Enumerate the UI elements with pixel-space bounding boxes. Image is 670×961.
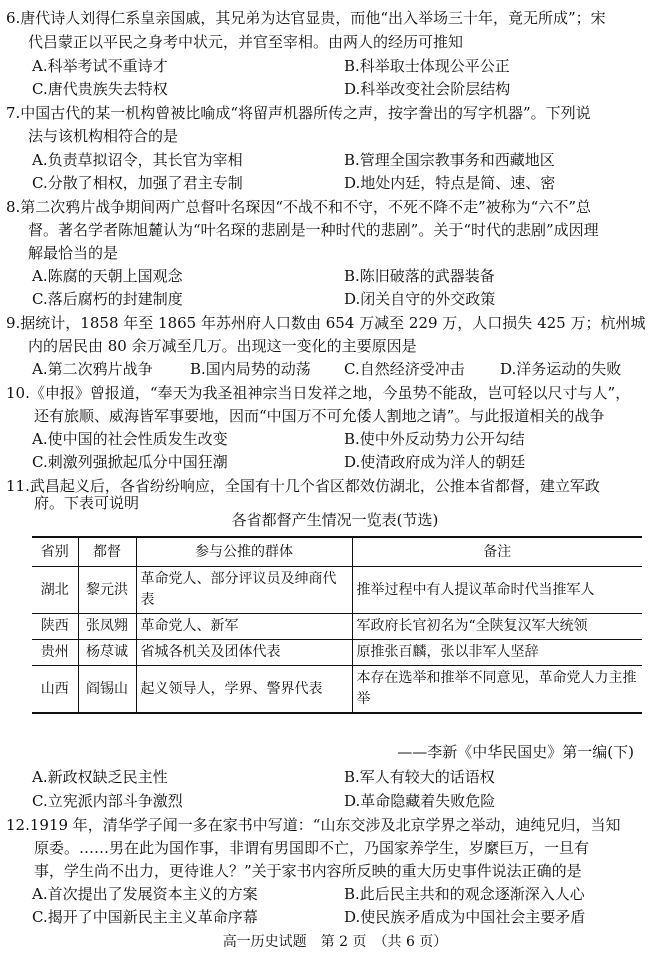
cell-groups: 革命党人、新军 [136, 614, 352, 640]
cell-governor: 黎元洪 [78, 567, 136, 614]
table-row [32, 567, 642, 614]
q11-line-2: 府。下表可说明 [34, 494, 140, 512]
q10-option-c: C.刺激列强掀起瓜分中国狂潮 [32, 453, 228, 471]
header-governor: 都督 [78, 537, 136, 567]
q12-line-3: 事，学生尚不出力，更待谁人？”关于家书内容所反映的重大历史事件说法正确的是 [34, 862, 582, 880]
q11-option-c: C.立宪派内部斗争激烈 [32, 792, 183, 810]
header-province: 省别 [32, 537, 78, 567]
q12-option-d: D.使民族矛盾成为中国社会主要矛盾 [344, 908, 586, 926]
q12-line-1: 12.1919 年，清华学子闻一多在家书中写道：“山东交涉及北京学界之举动，迪纯兄归，当知 [6, 816, 621, 834]
table-header-row [32, 537, 642, 567]
governor-table [32, 536, 642, 714]
cell-groups: 起义领导人，学界、警界代表 [136, 666, 352, 714]
q6-option-a: A.科举考试不重诗才 [32, 57, 168, 75]
q9-option-a: A.第二次鸦片战争 [32, 360, 153, 378]
q11-option-b: B.军人有较大的话语权 [344, 768, 495, 786]
cell-remarks: 本存在选举和推举不同意见，革命党人力主推举 [352, 666, 642, 714]
q7-option-b: B.管理全国宗教事务和西藏地区 [344, 151, 555, 169]
q8-option-a: A.陈腐的天朝上国观念 [32, 267, 183, 285]
table-row [32, 666, 642, 714]
q9-line-1: 9.据统计，1858 年至 1865 年苏州府人口数由 654 万减至 229 万，人口损失 425 万；杭州城 [6, 314, 646, 332]
cell-remarks: 原推张百麟，张以非军人坚辞 [352, 640, 642, 666]
q6-line-2: 代吕蒙正以平民之身考中状元，并官至宰相。由两人的经历可推知 [28, 33, 464, 51]
q6-option-c: C.唐代贵族失去特权 [32, 80, 168, 98]
q7-line-1: 7.中国古代的某一机构曾被比喻成“将留声机器所传之声，按字誊出的写字机器”。下列说 [6, 104, 591, 122]
cell-province: 湖北 [32, 567, 78, 614]
cell-remarks: 推举过程中有人提议革命时代当推军人 [352, 567, 642, 614]
q10-line-1: 10.《申报》曾报道，“奉天为我圣祖神宗当日发祥之地，今虽势不能敌，岂可轻以尺寸与人”， [6, 384, 631, 402]
q8-option-b: B.陈旧破落的武器装备 [344, 267, 495, 285]
q8-line-3: 解最恰当的是 [28, 244, 119, 262]
q7-option-d: D.地处内廷，特点是简、速、密 [344, 174, 556, 192]
q10-option-d: D.使清政府成为洋人的朝廷 [344, 453, 526, 471]
q7-option-c: C.分散了相权，加强了君主专制 [32, 174, 243, 192]
table-source: ——李新《中华民国史》第一编(下) [397, 743, 634, 761]
q8-line-1: 8.第二次鸦片战争期间两广总督叶名琛因“不战不和不守，不死不降不走”被称为“六不”总 [6, 198, 591, 216]
q6-option-b: B.科举取士体现公平公正 [344, 57, 510, 75]
cell-remarks: 军政府长官初名为“全陕复汉军大统领 [352, 614, 642, 640]
cell-governor: 张凤翙 [78, 614, 136, 640]
q8-line-2: 督。著名学者陈旭麓认为“叶名琛的悲剧是一种时代的悲剧”。关于“时代的悲剧”成因理 [28, 221, 599, 239]
header-groups: 参与公推的群体 [136, 537, 352, 567]
cell-groups: 省城各机关及团体代表 [136, 640, 352, 666]
q12-option-c: C.揭开了中国新民主主义革命序幕 [32, 908, 258, 926]
table-caption: 各省都督产生情况一览表(节选) [231, 511, 439, 529]
q9-option-b: B.国内局势的动荡 [190, 360, 311, 378]
q7-option-a: A.负责草拟诏令，其长官为宰相 [32, 151, 243, 169]
q11-line-1: 11.武昌起义后，各省纷纷响应，全国有十几个省区都效仿湖北，公推本省都督，建立军政 [6, 477, 600, 495]
page-footer: 高一历史试题 第 2 页 （共 6 页） [222, 934, 448, 950]
q12-line-2: 原委。……男在此为国作事，非谓有男国即不亡，乃国家养学生，岁縻巨万，一旦有 [34, 839, 590, 857]
q9-line-2: 内的居民由 80 余万减至几万。出现这一变化的主要原因是 [28, 337, 417, 355]
q9-option-d: D.洋务运动的失败 [500, 360, 622, 378]
table-row [32, 614, 642, 640]
q11-option-a: A.新政权缺乏民主性 [32, 768, 168, 786]
q10-option-a: A.使中国的社会性质发生改变 [32, 430, 228, 448]
cell-province: 贵州 [32, 640, 78, 666]
q8-option-c: C.落后腐朽的封建制度 [32, 290, 183, 308]
cell-governor: 阎锡山 [78, 666, 136, 714]
q10-line-2: 还有旅顺、威海皆军事要地，因而“中国万不可允倭人割地之请”。与此报道相关的战争 [34, 407, 605, 425]
q8-option-d: D.闭关自守的外交政策 [344, 290, 496, 308]
header-remarks: 备注 [352, 537, 642, 567]
q7-line-2: 法与该机构相符合的是 [28, 127, 179, 145]
cell-province: 山西 [32, 666, 78, 714]
cell-province: 陕西 [32, 614, 78, 640]
q12-option-a: A.首次提出了发展资本主义的方案 [32, 885, 258, 903]
q12-option-b: B.此后民主共和的观念逐渐深入人心 [344, 885, 585, 903]
q10-option-b: B.使中外反动势力公开勾结 [344, 430, 525, 448]
q6-option-d: D.科举改变社会阶层结构 [344, 80, 511, 98]
q9-option-c: C.自然经济受冲击 [344, 360, 465, 378]
table-row [32, 640, 642, 666]
q6-line-1: 6.唐代诗人刘得仁系皇亲国戚，其兄弟为达官显贵，而他“出入举场三十年，竟无所成”；宋 [6, 9, 606, 27]
cell-groups: 革命党人、部分评议员及绅商代表 [136, 567, 352, 614]
q11-option-d: D.革命隐藏着失败危险 [344, 792, 496, 810]
cell-governor: 杨荩诚 [78, 640, 136, 666]
